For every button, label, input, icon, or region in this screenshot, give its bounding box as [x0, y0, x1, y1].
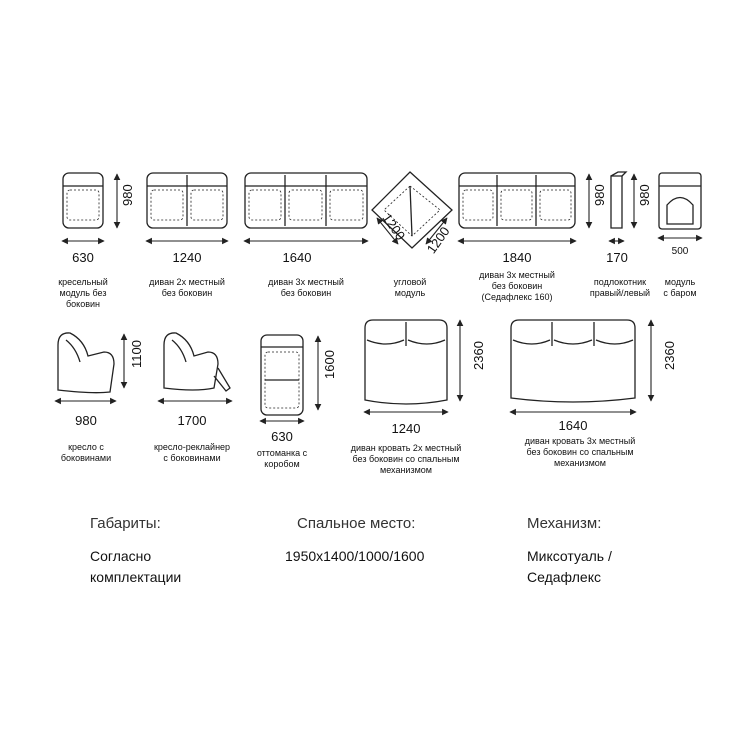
module-armchair-caption — [58, 277, 108, 309]
module-recliner-width: 1700 — [177, 413, 207, 428]
info-dimensions — [90, 515, 181, 588]
caption-line: оттоманка с — [256, 448, 308, 458]
caption-line: модуль — [664, 277, 696, 287]
module-armchair-full — [55, 333, 144, 463]
module-sofa-2-caption — [149, 277, 225, 298]
info-mechanism — [527, 515, 612, 588]
caption-line: механизмом — [380, 465, 432, 475]
module-armchair-height: 980 — [120, 184, 135, 206]
module-ottoman-height: 1600 — [322, 350, 337, 379]
info-sleeping-place — [285, 515, 424, 567]
caption-line: диван кровать 2х местный — [350, 443, 462, 453]
caption-line: механизмом — [554, 458, 606, 468]
module-corner-depth: 1200 — [423, 223, 453, 257]
module-sofa-2-width: 1240 — [172, 250, 202, 265]
module-sofa-bed-3-caption — [525, 436, 635, 468]
module-sofa-bed-2-height: 2360 — [471, 341, 486, 370]
module-armchair-width: 630 — [72, 250, 94, 265]
module-armrest-width: 170 — [606, 250, 628, 265]
module-corner — [372, 172, 453, 298]
info-mechanism-label: Механизм: — [527, 515, 602, 532]
caption-line: без боковин со спальным — [526, 447, 634, 457]
info-sleeping-value: 1950х1400/1000/1600 — [285, 548, 425, 564]
module-sofa-3-sedaflex-width: 1840 — [502, 250, 532, 265]
caption-line: без боковин со спальным — [352, 454, 460, 464]
caption-line: коробом — [264, 459, 300, 469]
module-armrest-caption — [590, 277, 650, 298]
caption-line: кресло с — [68, 442, 104, 452]
caption-line: без боковин — [491, 281, 543, 291]
caption-line: боковин — [66, 299, 100, 309]
module-armrest-height: 980 — [637, 184, 652, 206]
module-recliner — [154, 333, 232, 463]
module-corner-caption — [394, 277, 427, 298]
module-sofa-bed-2 — [351, 320, 486, 475]
module-bar-width: 500 — [671, 246, 689, 257]
caption-line: диван 3х местный — [268, 277, 344, 287]
module-bar — [658, 173, 702, 298]
caption-line: с боковинами — [163, 453, 221, 463]
caption-line: диван 2х местный — [149, 277, 225, 287]
module-sofa-3-sedaflex — [458, 173, 607, 302]
caption-line: (Седафлекс 160) — [481, 292, 553, 302]
module-sofa-bed-3 — [510, 320, 677, 468]
info-dimensions-label: Габариты: — [90, 515, 161, 532]
module-armchair-full-caption — [61, 442, 111, 463]
module-sofa-3-caption — [268, 277, 344, 298]
caption-line: кресельный — [58, 277, 108, 287]
caption-line: с баром — [663, 288, 697, 298]
caption-line: угловой — [393, 277, 427, 287]
caption-line: диван кровать 3х местный — [524, 436, 636, 446]
module-sofa-2 — [146, 173, 228, 298]
module-sofa-bed-2-caption — [351, 443, 461, 475]
module-armchair-full-height: 1100 — [129, 340, 144, 368]
caption-line: боковинами — [60, 453, 112, 463]
info-dimensions-value: Согласно комплектации — [90, 548, 182, 585]
module-sofa-3-width: 1640 — [282, 250, 312, 265]
caption-line: модуль без — [59, 288, 107, 298]
module-sofa-3 — [244, 173, 368, 298]
module-corner-width: 1200 — [379, 210, 409, 243]
module-ottoman-width: 630 — [271, 429, 293, 444]
caption-line: кресло-реклайнер — [153, 442, 231, 452]
module-ottoman — [257, 335, 337, 469]
module-ottoman-caption — [257, 448, 308, 469]
module-armchair — [58, 173, 135, 309]
module-armchair-full-width: 980 — [75, 413, 97, 428]
module-sofa-bed-3-width: 1640 — [558, 418, 588, 433]
module-sofa-bed-2-width: 1240 — [391, 421, 421, 436]
caption-line: диван 3х местный — [479, 270, 555, 280]
caption-line: правый/левый — [589, 288, 651, 298]
module-sofa-bed-3-height: 2360 — [662, 341, 677, 370]
info-sleeping-label: Спальное место: — [297, 515, 416, 532]
caption-line: подлокотник — [593, 277, 647, 287]
caption-line: без боковин — [161, 288, 213, 298]
caption-line: модуль — [394, 288, 426, 298]
module-bar-caption — [663, 277, 696, 298]
module-sofa-3-sedaflex-caption — [479, 270, 555, 302]
module-recliner-caption — [154, 442, 230, 463]
info-mechanism-value: Миксотуаль / Седафлекс — [527, 548, 612, 585]
module-sofa-3-sedaflex-height: 980 — [592, 184, 607, 206]
caption-line: без боковин — [280, 288, 332, 298]
